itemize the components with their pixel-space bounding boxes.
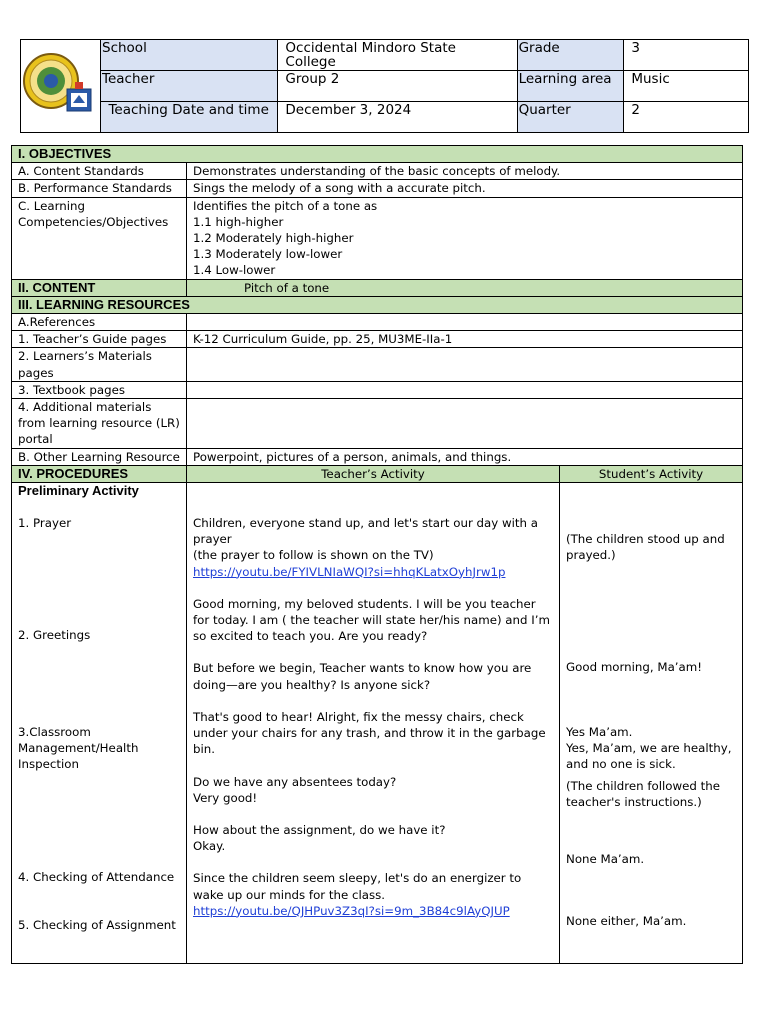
energizer-video-link[interactable]: https://youtu.be/QJHPuv3Z3qI?si=9m_3B84c9lAyQJUP <box>193 903 510 918</box>
student-greeting-response: Good morning, Ma’am! <box>566 660 702 675</box>
additional-materials-label: 4. Additional materials from learning resource (LR) portal <box>12 399 187 449</box>
teacher-greeting-text: Good morning, my beloved students. I will be you teacher for today. I am ( the teacher will state her/his name) and I’m so excited to teach you. Are you ready? <box>193 596 550 644</box>
student-activity <box>560 483 743 964</box>
other-resource-label: B. Other Learning Resource <box>12 448 187 465</box>
step-classroom-management: 3.Classroom Management/Health Inspection <box>18 724 139 772</box>
teacher-classroom-instruction: That's good to hear! Alright, fix the messy chairs, check under your chairs for any trash, and throw it in the garbage bin. <box>193 709 546 757</box>
student-yes-response: Yes Ma’am. <box>566 724 633 739</box>
student-attendance-response: None Ma’am. <box>566 851 645 866</box>
competencies-intro: Identifies the pitch of a tone as <box>193 198 378 213</box>
student-activity-heading: Student’s Activity <box>560 465 743 482</box>
student-health-response: Yes, Ma’am, we are healthy, and no one is sick. <box>566 740 732 772</box>
teacher-assignment-question: How about the assignment, do we have it? <box>193 822 446 837</box>
references-value <box>187 314 743 331</box>
grade-label: Grade <box>517 40 624 71</box>
textbook-pages-label: 3. Textbook pages <box>12 381 187 398</box>
procedures-heading: IV. PROCEDURES <box>12 465 187 482</box>
performance-standards-label: B. Performance Standards <box>12 180 187 197</box>
competency-item: 1.2 Moderately high-higher <box>193 231 354 246</box>
competency-item: 1.4 Low-lower <box>193 263 276 278</box>
step-prayer: 1. Prayer <box>18 516 72 531</box>
teacher-prayer-text: Children, everyone stand up, and let's start our day with a prayer <box>193 516 539 547</box>
competencies-label: C. Learning Competencies/Objectives <box>12 197 187 279</box>
teachers-guide-value: K-12 Curriculum Guide, pp. 25, MU3ME-IIa-1 <box>187 331 743 348</box>
content-value: Pitch of a tone <box>187 279 743 296</box>
student-prayer-response: (The children stood up and prayed.) <box>566 532 725 563</box>
teaching-date-label: Teaching Date and time <box>101 102 278 133</box>
teaching-date-value: December 3, 2024 <box>278 102 517 133</box>
teacher-label: Teacher <box>101 71 278 102</box>
step-checking-assignment: 5. Checking of Assignment <box>18 918 176 933</box>
student-assignment-response: None either, Ma’am. <box>566 913 687 928</box>
grade-value: 3 <box>624 40 749 71</box>
content-standards-value: Demonstrates understanding of the basic concepts of melody. <box>187 163 743 180</box>
quarter-label: Quarter <box>517 102 624 133</box>
step-checking-attendance: 4. Checking of Attendance <box>18 870 175 885</box>
teacher-activity-heading: Teacher’s Activity <box>187 465 560 482</box>
learning-area-value: Music <box>624 71 749 102</box>
teacher-health-question: But before we begin, Teacher wants to know how you are doing—are you healthy? Is anyone sick? <box>193 661 532 692</box>
learning-resources-heading: III. LEARNING RESOURCES <box>12 296 743 313</box>
school-label: School <box>101 40 278 71</box>
teachers-guide-label: 1. Teacher’s Guide pages <box>12 331 187 348</box>
learners-materials-value <box>187 348 743 381</box>
learning-area-label: Learning area <box>517 71 624 102</box>
content-standards-label: A. Content Standards <box>12 163 187 180</box>
references-label: A.References <box>12 314 187 331</box>
objectives-heading: I. OBJECTIVES <box>12 146 743 163</box>
other-resource-value: Powerpoint, pictures of a person, animals, and things. <box>187 448 743 465</box>
teacher-energizer-text: Since the children seem sleepy, let's do an energizer to wake up our minds for the class. <box>193 871 522 902</box>
preliminary-activity-title: Preliminary Activity <box>18 483 139 499</box>
teacher-activity <box>187 483 560 964</box>
competency-item: 1.1 high-higher <box>193 214 284 229</box>
performance-standards-value: Sings the melody of a song with a accurate pitch. <box>187 180 743 197</box>
step-greetings: 2. Greetings <box>18 628 91 643</box>
school-seal-icon <box>21 43 100 127</box>
teacher-absentee-response: Very good! <box>193 790 258 805</box>
learners-materials-label: 2. Learners’s Materials pages <box>12 348 187 381</box>
header-table <box>20 39 749 133</box>
content-heading: II. CONTENT <box>12 279 187 296</box>
student-instructions-response: (The children followed the teacher's instructions.) <box>566 779 721 810</box>
prayer-video-link[interactable]: https://youtu.be/FYIVLNIaWQI?si=hhqKLatxOyhJrw1p <box>193 564 506 579</box>
quarter-value: 2 <box>624 102 749 133</box>
teacher-absentee-question: Do we have any absentees today? <box>193 774 397 789</box>
textbook-pages-value <box>187 381 743 398</box>
competency-item: 1.3 Moderately low-lower <box>193 247 343 262</box>
lesson-plan-table <box>11 145 743 964</box>
school-value: Occidental Mindoro State College <box>278 40 517 71</box>
competencies-value <box>187 197 743 279</box>
school-logo <box>21 40 101 133</box>
teacher-assignment-response: Okay. <box>193 839 226 854</box>
procedure-steps <box>12 483 187 964</box>
additional-materials-value <box>187 399 743 449</box>
teacher-value: Group 2 <box>278 71 517 102</box>
teacher-prayer-note: (the prayer to follow is shown on the TV) <box>193 548 434 563</box>
